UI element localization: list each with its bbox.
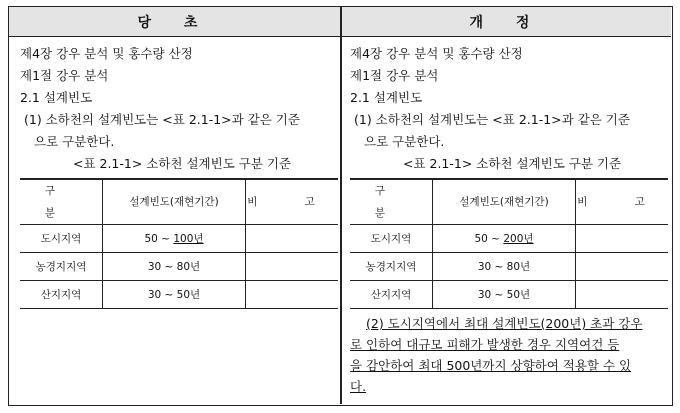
frequency-cell: 30 ~ 80년 [103,253,246,281]
area-cell: 도시지역 [350,225,433,253]
original-column [20,43,338,309]
table-row [20,225,338,253]
note-line: 을 감안하여 최대 500년까지 상향하여 적용할 수 있 [350,358,632,373]
header-cell-division: 구 분 [20,179,103,225]
paragraph-line-1: (1) 소하천의 설계빈도는 <표 2.1-1>과 같은 기준 [354,112,630,127]
frequency-cell: 50 ~ 100년 [103,225,246,253]
table-row [350,253,668,281]
table-row [20,281,338,309]
table-row [350,225,668,253]
paragraph-line-2: 으로 구분한다. [34,134,115,149]
header-cell-division: 구 분 [350,179,433,225]
header-cell-remarks: 비 고 [246,179,339,225]
column-divider [340,7,342,404]
remarks-cell [246,281,339,309]
table-caption: <표 2.1-1> 소하천 설계빈도 구분 기준 [402,156,622,171]
table-row [350,281,668,309]
header-cell-frequency: 설계빈도(재현기간) [433,179,576,225]
design-frequency-table [350,178,668,309]
area-cell: 농경지지역 [20,253,103,281]
remarks-cell [246,253,339,281]
frequency-cell: 50 ~ 200년 [433,225,576,253]
remarks-cell [576,281,669,309]
note-line: 다. [350,379,367,394]
section-title: 제1절 강우 분석 [350,68,439,83]
subsection-title: 2.1 설계빈도 [350,90,423,105]
remarks-cell [576,225,669,253]
chapter-title: 제4장 강우 분석 및 홍수량 산정 [350,46,523,61]
comparison-table [8,6,673,406]
paragraph-line-1: (1) 소하천의 설계빈도는 <표 2.1-1>과 같은 기준 [24,112,300,127]
design-frequency-table [20,178,338,309]
frequency-cell: 30 ~ 50년 [103,281,246,309]
area-cell: 산지지역 [20,281,103,309]
header-cell-remarks: 비 고 [576,179,669,225]
table-header-row [20,179,338,225]
subsection-title: 2.1 설계빈도 [20,90,93,105]
revised-column [350,43,668,397]
chapter-title: 제4장 강우 분석 및 홍수량 산정 [20,46,193,61]
header-original: 당 초 [9,7,340,37]
area-cell: 농경지지역 [350,253,433,281]
frequency-cell: 30 ~ 50년 [433,281,576,309]
remarks-cell [246,225,339,253]
note-line: (2) 도시지역에서 최대 설계빈도(200년) 초과 강우 [366,316,643,331]
table-row [20,253,338,281]
added-note [350,313,668,397]
section-title: 제1절 강우 분석 [20,68,109,83]
table-header-row [350,179,668,225]
header-revised: 개 정 [342,7,671,37]
paragraph-line-2: 으로 구분한다. [364,134,445,149]
note-line: 로 인하여 대규모 피해가 발생한 경우 지역여건 등 [350,337,620,352]
remarks-cell [576,253,669,281]
table-caption: <표 2.1-1> 소하천 설계빈도 구분 기준 [72,156,292,171]
area-cell: 도시지역 [20,225,103,253]
frequency-cell: 30 ~ 80년 [433,253,576,281]
area-cell: 산지지역 [350,281,433,309]
header-cell-frequency: 설계빈도(재현기간) [103,179,246,225]
